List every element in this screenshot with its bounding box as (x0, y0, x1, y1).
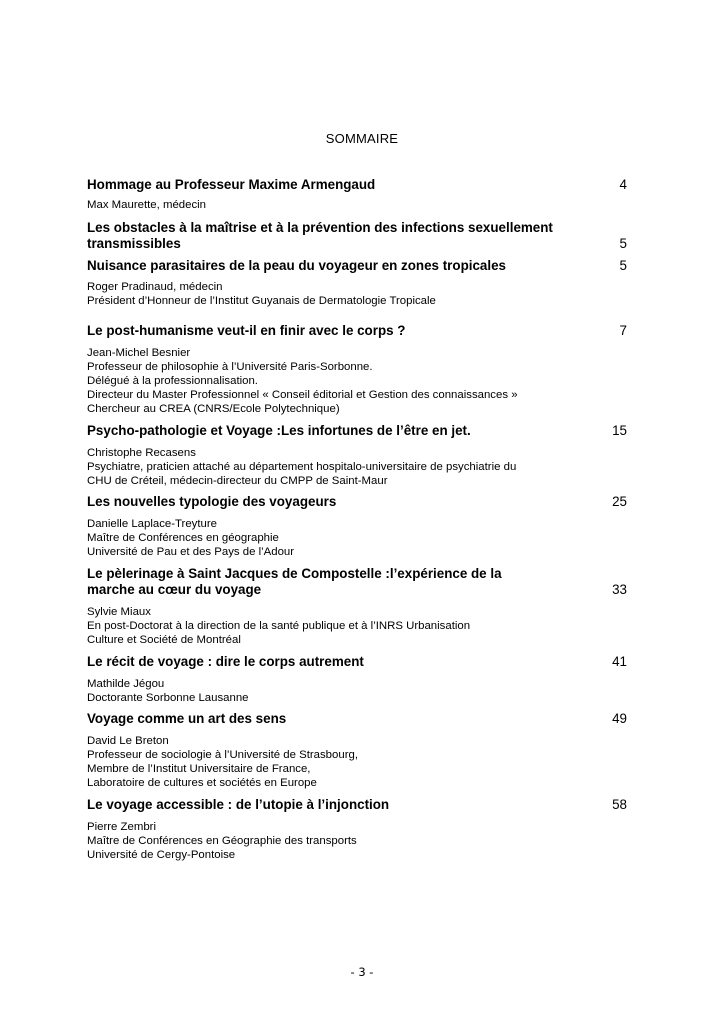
author-line: Délégué à la professionnalisation. (87, 375, 258, 387)
author-line: Université de Pau et des Pays de l’Adour (87, 546, 295, 558)
page-number-footer: - 3 - (350, 965, 374, 979)
toc-page-number: 15 (612, 423, 627, 438)
page-heading: SOMMAIRE (325, 131, 399, 146)
toc-author-block (87, 734, 627, 790)
author-line: Professeur de sociologie à l’Université de Strasbourg, (87, 749, 358, 761)
toc-title-row (87, 323, 627, 339)
toc-author-block (87, 446, 627, 488)
author-line: Chercheur au CREA (CNRS/Ecole Polytechnique) (87, 403, 340, 415)
toc-entry-title: Psycho-pathologie et Voyage :Les infortunes de l’être en jet. (87, 423, 471, 438)
author-line: David Le Breton (87, 735, 169, 747)
toc-entry (87, 494, 627, 559)
toc-title-row (87, 423, 627, 439)
toc-title-row (87, 494, 627, 510)
toc-entry-title: Les obstacles à la maîtrise et à la prévention des infections sexuellement transmissibles (87, 220, 553, 251)
author-line: Professeur de philosophie à l’Université Paris-Sorbonne. (87, 361, 373, 373)
toc-entry (87, 258, 627, 308)
author-line: Culture et Société de Montréal (87, 634, 241, 646)
author-line: Max Maurette, médecin (87, 199, 207, 211)
author-line: Christophe Recasens (87, 447, 196, 459)
toc-title-row (87, 654, 627, 670)
author-line: Psychiatre, praticien attaché au département hospitalo-universitaire de psychiatrie du (87, 461, 517, 473)
toc-title-row (87, 220, 627, 252)
toc-page-number: 5 (619, 236, 627, 251)
toc-entry (87, 711, 627, 790)
toc-entry-title: Le pèlerinage à Saint Jacques de Compostelle :l’expérience de la marche au cœur du voyage (87, 566, 502, 597)
toc-entry (87, 323, 627, 416)
toc-entry-title: Hommage au Professeur Maxime Armengaud (87, 177, 376, 192)
toc-title-row (87, 177, 627, 193)
toc-title-row (87, 258, 627, 274)
author-line: En post-Doctorat à la direction de la santé publique et à l’INRS Urbanisation (87, 620, 471, 632)
toc-entry-title: Voyage comme un art des sens (87, 711, 287, 726)
toc-entry-title: Le récit de voyage : dire le corps autrement (87, 654, 364, 669)
toc-page-number: 33 (612, 582, 627, 597)
toc-page-number: 58 (612, 797, 627, 812)
author-line: Pierre Zembri (87, 821, 156, 833)
toc-author-block (87, 677, 627, 705)
author-line: CHU de Créteil, médecin-directeur du CMPP de Saint-Maur (87, 475, 388, 487)
author-line: Jean-Michel Besnier (87, 347, 191, 359)
author-line: Doctorante Sorbonne Lausanne (87, 692, 249, 704)
toc-title-row (87, 566, 627, 598)
toc-author-block (87, 517, 627, 559)
toc-entry (87, 566, 627, 647)
author-line: Maître de Conférences en Géographie des transports (87, 835, 357, 847)
author-line: Laboratoire de cultures et sociétés en Europe (87, 777, 317, 789)
toc-author-block (87, 280, 627, 308)
toc-entry-title: Le post-humanisme veut-il en finir avec le corps ? (87, 323, 406, 338)
toc-entry (87, 220, 627, 252)
toc-entry (87, 797, 627, 862)
toc-entry-title: Nuisance parasitaires de la peau du voyageur en zones tropicales (87, 258, 506, 273)
toc-page-number: 5 (619, 258, 627, 273)
toc-page-number: 49 (612, 711, 627, 726)
toc-title-row (87, 711, 627, 727)
author-line: Président d’Honneur de l’Institut Guyanais de Dermatologie Tropicale (87, 295, 436, 307)
toc-page-number: 7 (619, 323, 627, 338)
toc-page-number: 4 (619, 177, 627, 192)
author-line: Membre de l’Institut Universitaire de France, (87, 763, 311, 775)
author-line: Université de Cergy-Pontoise (87, 849, 236, 861)
toc-entry (87, 177, 627, 212)
author-line: Sylvie Miaux (87, 606, 151, 618)
author-line: Directeur du Master Professionnel « Conseil éditorial et Gestion des connaissances » (87, 389, 518, 401)
toc-entry-title: Le voyage accessible : de l’utopie à l’injonction (87, 797, 390, 812)
toc-page-number: 41 (612, 654, 627, 669)
author-line: Maître de Conférences en géographie (87, 532, 279, 544)
toc-entry (87, 423, 627, 488)
author-line: Roger Pradinaud, médecin (87, 281, 223, 293)
toc-author-block (87, 820, 627, 862)
toc-author-block (87, 346, 627, 416)
toc-title-row (87, 797, 627, 813)
toc-entry (87, 654, 627, 705)
toc-entry-title: Les nouvelles typologie des voyageurs (87, 494, 337, 509)
toc-author-block (87, 198, 627, 212)
author-line: Danielle Laplace-Treyture (87, 518, 218, 530)
toc-author-block (87, 605, 627, 647)
toc-page-number: 25 (612, 494, 627, 509)
author-line: Mathilde Jégou (87, 678, 165, 690)
